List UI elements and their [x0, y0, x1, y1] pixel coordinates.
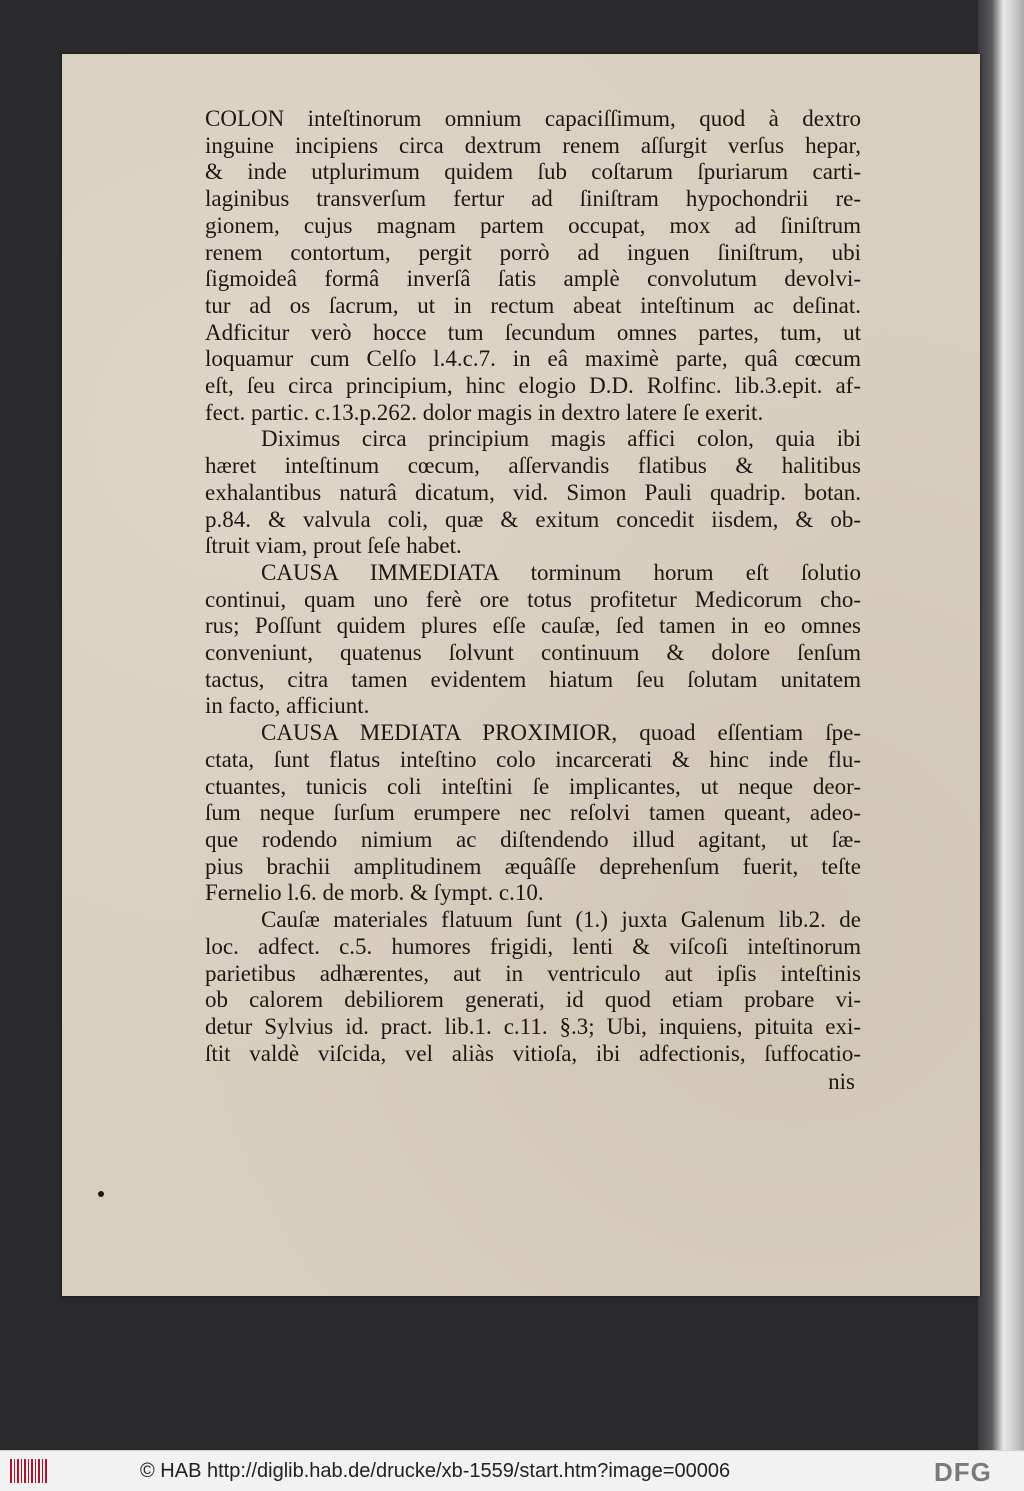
copyright-url[interactable]: © HAB http://diglib.hab.de/drucke/xb-1559/start.htm?image=00006 — [140, 1460, 731, 1482]
text-line: rus; Poſſunt quidem plures eſſe cauſæ, ſed tamen in eo omnes — [205, 613, 861, 639]
text-line: ob calorem debiliorem generati, id quod etiam probare vi- — [205, 987, 861, 1013]
text-line: renem contortum, pergit porrò ad inguen ſiniſtrum, ubi — [205, 239, 861, 265]
text-line: Diximus circa principium magis affici colon, quia ibi — [261, 426, 861, 452]
footer-bar — [0, 1450, 1024, 1491]
text-line: & inde utplurimum quidem ſub coſtarum ſpuriarum carti- — [205, 159, 861, 185]
text-line: ſigmoideâ formâ inverſâ ſatis amplè convolutum devolvi- — [205, 266, 861, 292]
book-edge — [978, 0, 1024, 1450]
text-line: eſt, ſeu circa principium, hinc elogio D.D. Rolfinc. lib.3.epit. af- — [205, 373, 861, 399]
text-line: continui, quam uno ferè ore totus profitetur Medicorum cho- — [205, 586, 861, 612]
text-line: inguine incipiens circa dextrum renem aſſurgit verſus hepar, — [205, 132, 861, 158]
text-line: Cauſæ materiales flatuum ſunt (1.) juxta Galenum lib.2. de — [261, 907, 861, 933]
text-line: Fernelio l.6. de morb. & ſympt. c.10. — [205, 880, 544, 906]
text-line: ſtit valdè viſcida, vel aliàs vitioſa, ibi adfectionis, ſuffocatio- — [205, 1040, 861, 1066]
text-line: ſum neque ſurſum erumpere nec reſolvi tamen queant, adeo- — [205, 800, 861, 826]
text-line: tactus, citra tamen evidentem hiatum ſeu ſolutam unitatem — [205, 666, 861, 692]
text-line: CAUSA MEDIATA PROXIMIOR, quoad eſſentiam ſpe- — [261, 720, 861, 746]
text-line: conveniunt, quatenus ſolvunt continuum & dolore ſenſum — [205, 640, 861, 666]
text-line: COLON inteſtinorum omnium capaciſſimum, quod à dextro — [205, 106, 861, 131]
text-line: hæret inteſtinum cœcum, aſſervandis flatibus & halitibus — [205, 453, 861, 479]
catchword: nis — [828, 1069, 855, 1095]
barcode-icon — [10, 1459, 48, 1483]
text-line: Adficitur verò hocce tum ſecundum omnes partes, tum, ut — [205, 319, 861, 345]
text-line: loc. adfect. c.5. humores frigidi, lenti & viſcoſi inteſtinorum — [205, 933, 861, 959]
text-line: detur Sylvius id. pract. lib.1. c.11. §.3; Ubi, inquiens, pituita exi- — [205, 1013, 861, 1039]
text-line: tur ad os ſacrum, ut in rectum abeat inteſtinum ac deſinat. — [205, 292, 861, 318]
text-line: laginibus transverſum fertur ad ſiniſtram hypochondrii re- — [205, 186, 861, 212]
page-mark — [98, 1191, 104, 1197]
text-line: in facto, afficiunt. — [205, 693, 370, 719]
text-line: pius brachii amplitudinem æquâſſe deprehenſum fuerit, teſte — [205, 853, 861, 879]
text-line: fect. partic. c.13.p.262. dolor magis in dextro latere ſe exerit. — [205, 399, 764, 425]
text-line: ſtruit viam, prout ſeſe habet. — [205, 533, 462, 559]
text-line: parietibus adhærentes, aut in ventriculo aut ipſis inteſtinis — [205, 960, 861, 986]
text-line: loquamur cum Celſo l.4.c.7. in eâ maximè parte, quâ cœcum — [205, 346, 861, 372]
text-line: gionem, cujus magnam partem occupat, mox ad ſiniſtrum — [205, 212, 861, 238]
text-line: que rodendo nimium ac diſtendendo illud agitant, ut ſæ- — [205, 826, 861, 852]
text-line: CAUSA IMMEDIATA torminum horum eſt ſolutio — [261, 559, 861, 585]
text-line: p.84. & valvula coli, quæ & exitum concedit iisdem, & ob- — [205, 506, 861, 532]
text-line: ctuantes, tunicis coli inteſtini ſe implicantes, ut neque deor- — [205, 773, 861, 799]
dfg-logo: DFG — [934, 1457, 992, 1487]
text-line: exhalantibus naturâ dicatum, vid. Simon Pauli quadrip. botan. — [205, 479, 861, 505]
text-line: ctata, ſunt flatus inteſtino colo incarcerati & hinc inde flu- — [205, 746, 861, 772]
page-text — [205, 106, 861, 1096]
